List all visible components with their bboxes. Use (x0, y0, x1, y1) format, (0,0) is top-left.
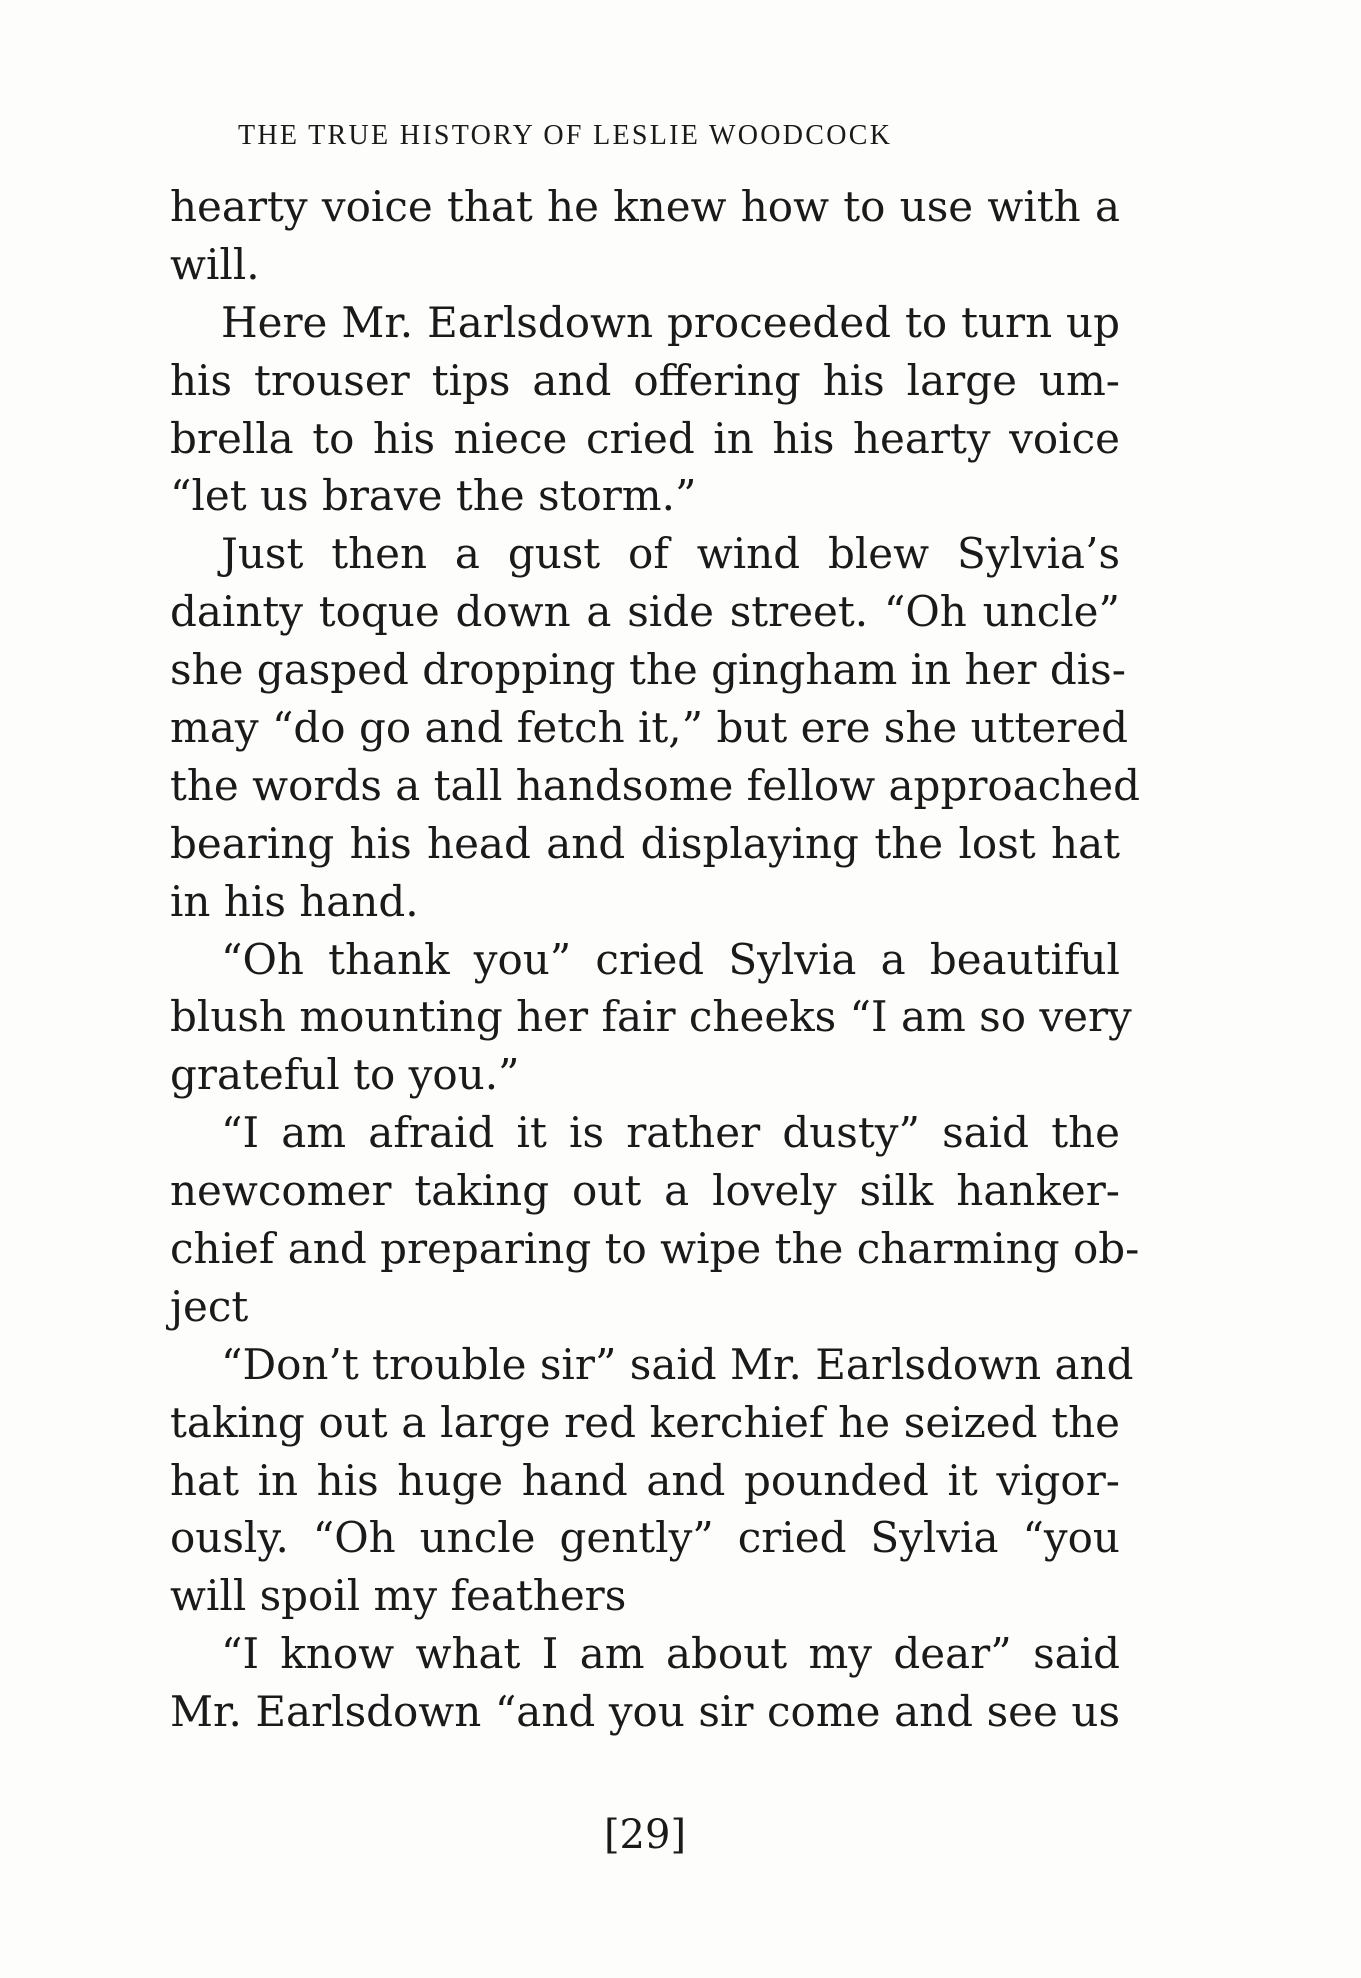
body-text (170, 178, 1141, 1741)
page-number: [29] (603, 1812, 687, 1858)
text-line: hearty voice that he knew how to use with a (170, 182, 1120, 231)
text-line: Just then a gust of wind blew Sylvia’s (221, 529, 1120, 579)
text-line: “Don’t trouble sir” said Mr. Earlsdown and (221, 1339, 1134, 1389)
text-line: “let us brave the storm.” (170, 471, 697, 521)
text-line: grateful to you.” (170, 1050, 520, 1100)
text-line: will. (170, 239, 260, 289)
text-line: newcomer taking out a lovely silk hanker- (170, 1166, 1120, 1216)
text-line: taking out a large red kerchief he seized the (170, 1397, 1120, 1447)
text-line: ject (170, 1281, 249, 1331)
text-line: bearing his head and displaying the lost hat (170, 818, 1120, 868)
text-line: may “do go and fetch it,” but ere she uttered (170, 703, 1129, 753)
text-line: the words a tall handsome fellow approached (170, 760, 1141, 810)
text-line: Mr. Earlsdown “and you sir come and see us (170, 1687, 1120, 1737)
text-line: will spoil my feathers (170, 1571, 627, 1621)
text-line: “Oh thank you” cried Sylvia a beautiful (221, 934, 1120, 984)
text-line: Here Mr. Earlsdown proceeded to turn up (221, 297, 1120, 347)
text-line: brella to his niece cried in his hearty voice (170, 413, 1120, 463)
text-line: his trouser tips and offering his large um- (170, 355, 1120, 405)
running-head: THE TRUE HISTORY OF LESLIE WOODCOCK (238, 120, 893, 151)
text-line: hat in his huge hand and pounded it vigor- (170, 1455, 1120, 1505)
text-line: in his hand. (170, 876, 419, 926)
text-line: chief and preparing to wipe the charming ob- (170, 1224, 1140, 1274)
text-line: “I am afraid it is rather dusty” said the (221, 1108, 1120, 1158)
text-line: dainty toque down a side street. “Oh uncle” (170, 587, 1120, 637)
text-line: blush mounting her fair cheeks “I am so very (170, 992, 1132, 1042)
text-line: “I know what I am about my dear” said (221, 1629, 1120, 1679)
text-line: she gasped dropping the gingham in her dis- (170, 645, 1126, 695)
text-line: ously. “Oh uncle gently” cried Sylvia “you (170, 1513, 1120, 1563)
